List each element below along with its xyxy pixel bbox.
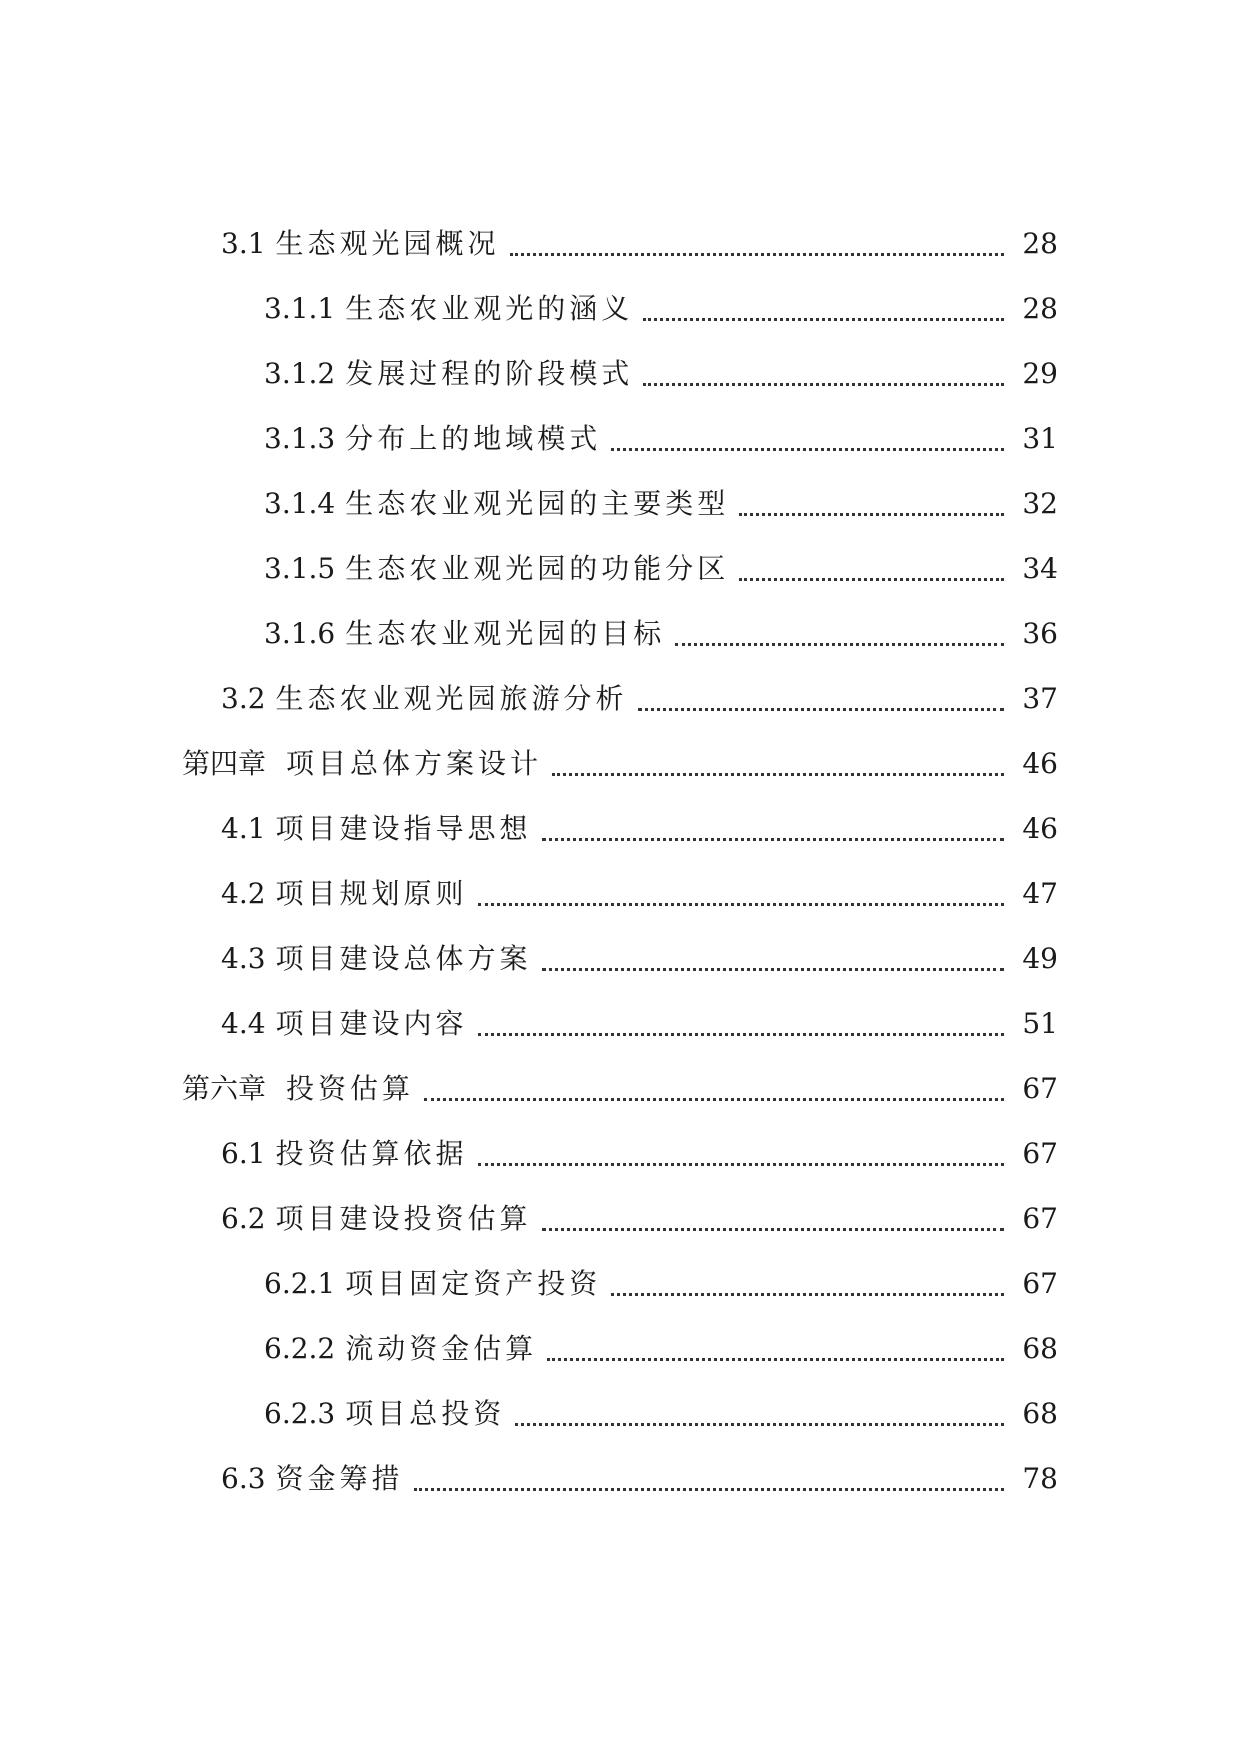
toc-entry[interactable] — [0, 211, 1241, 276]
toc-entry[interactable] — [0, 1316, 1241, 1381]
toc-title: 资金筹措 — [275, 1461, 404, 1495]
toc-title: 生态观光园概况 — [275, 226, 500, 260]
toc-number: 6.2.3 — [264, 1396, 336, 1430]
dot-leader — [739, 485, 1004, 516]
dot-leader — [675, 615, 1004, 646]
dot-leader — [638, 680, 1004, 711]
toc-number: 4.4 — [221, 1006, 266, 1040]
toc-page-number: 47 — [1022, 876, 1058, 910]
toc-entry[interactable] — [0, 1251, 1241, 1316]
toc-entry[interactable] — [0, 861, 1241, 926]
toc-number: 6.1 — [221, 1136, 266, 1170]
toc-page-number: 68 — [1022, 1396, 1058, 1430]
dot-leader — [478, 875, 1004, 906]
dot-leader — [542, 810, 1004, 841]
toc-page-number: 46 — [1022, 811, 1058, 845]
dot-leader — [611, 420, 1004, 451]
dot-leader — [739, 550, 1004, 581]
toc-entry[interactable] — [0, 731, 1241, 796]
dot-leader — [643, 290, 1004, 321]
toc-title: 项目规划原则 — [275, 876, 468, 910]
toc-entry[interactable] — [0, 1381, 1241, 1446]
toc-title: 项目建设指导思想 — [275, 811, 532, 845]
toc-entry[interactable] — [0, 471, 1241, 536]
dot-leader — [478, 1135, 1004, 1166]
toc-page-number: 28 — [1022, 291, 1058, 325]
toc-title: 项目建设内容 — [275, 1006, 468, 1040]
toc-title: 生态农业观光园旅游分析 — [275, 681, 628, 715]
toc-number: 6.2 — [221, 1201, 266, 1235]
toc-title: 生态农业观光园的目标 — [345, 616, 666, 650]
toc-entry[interactable] — [0, 1186, 1241, 1251]
toc-page-number: 29 — [1022, 356, 1058, 390]
toc-page-number: 68 — [1022, 1331, 1058, 1365]
toc-page-number: 78 — [1022, 1461, 1058, 1495]
toc-page-number: 28 — [1022, 226, 1058, 260]
toc-title: 生态农业观光园的功能分区 — [345, 551, 730, 585]
toc-entry[interactable] — [0, 1056, 1241, 1121]
toc-number: 3.2 — [221, 681, 266, 715]
toc-page-number: 49 — [1022, 941, 1058, 975]
toc-title: 项目总投资 — [345, 1396, 506, 1430]
toc-title: 项目建设投资估算 — [275, 1201, 532, 1235]
toc-number: 3.1.2 — [264, 356, 336, 390]
dot-leader — [414, 1460, 1004, 1491]
toc-title: 流动资金估算 — [345, 1331, 538, 1365]
toc-entry[interactable] — [0, 991, 1241, 1056]
toc-page-number: 37 — [1022, 681, 1058, 715]
toc-chapter: 第六章 — [182, 1071, 267, 1105]
toc-title: 项目总体方案设计 — [286, 746, 543, 780]
toc-number: 6.2.2 — [264, 1331, 336, 1365]
toc-entry[interactable] — [0, 341, 1241, 406]
toc-number: 6.3 — [221, 1461, 266, 1495]
toc-entry[interactable] — [0, 926, 1241, 991]
dot-leader — [424, 1070, 1004, 1101]
toc-entry[interactable] — [0, 406, 1241, 471]
toc-entry[interactable] — [0, 601, 1241, 666]
toc-number: 3.1.1 — [264, 291, 336, 325]
dot-leader — [643, 355, 1004, 386]
toc-entry[interactable] — [0, 1446, 1241, 1511]
dot-leader — [547, 1330, 1004, 1361]
toc-entry[interactable] — [0, 1121, 1241, 1186]
toc-number: 4.3 — [221, 941, 266, 975]
dot-leader — [552, 745, 1004, 776]
dot-leader — [478, 1005, 1004, 1036]
toc-title: 发展过程的阶段模式 — [345, 356, 634, 390]
toc-number: 4.2 — [221, 876, 266, 910]
toc-number: 6.2.1 — [264, 1266, 336, 1300]
toc-number: 3.1.3 — [264, 421, 336, 455]
dot-leader — [611, 1265, 1004, 1296]
toc-page-number: 67 — [1022, 1071, 1058, 1105]
toc-title: 投资估算依据 — [275, 1136, 468, 1170]
toc-title: 项目建设总体方案 — [275, 941, 532, 975]
toc-page-number: 31 — [1022, 421, 1058, 455]
dot-leader — [542, 1200, 1004, 1231]
toc-page-number: 36 — [1022, 616, 1058, 650]
table-of-contents — [0, 211, 1241, 1511]
toc-page-number: 51 — [1022, 1006, 1058, 1040]
toc-page-number: 32 — [1022, 486, 1058, 520]
toc-title: 生态农业观光园的主要类型 — [345, 486, 730, 520]
dot-leader — [542, 940, 1004, 971]
toc-page-number: 34 — [1022, 551, 1058, 585]
toc-title: 项目固定资产投资 — [345, 1266, 602, 1300]
dot-leader — [510, 225, 1004, 256]
toc-title: 投资估算 — [286, 1071, 415, 1105]
toc-page-number: 67 — [1022, 1266, 1058, 1300]
toc-number: 3.1.4 — [264, 486, 336, 520]
toc-entry[interactable] — [0, 536, 1241, 601]
toc-chapter: 第四章 — [182, 746, 267, 780]
toc-number: 4.1 — [221, 811, 266, 845]
toc-number: 3.1.5 — [264, 551, 336, 585]
toc-entry[interactable] — [0, 276, 1241, 341]
toc-entry[interactable] — [0, 796, 1241, 861]
toc-entry[interactable] — [0, 666, 1241, 731]
dot-leader — [515, 1395, 1004, 1426]
toc-number: 3.1 — [221, 226, 266, 260]
toc-number: 3.1.6 — [264, 616, 336, 650]
toc-title: 生态农业观光的涵义 — [345, 291, 634, 325]
toc-page-number: 67 — [1022, 1136, 1058, 1170]
toc-title: 分布上的地域模式 — [345, 421, 602, 455]
toc-page-number: 67 — [1022, 1201, 1058, 1235]
toc-page-number: 46 — [1022, 746, 1058, 780]
